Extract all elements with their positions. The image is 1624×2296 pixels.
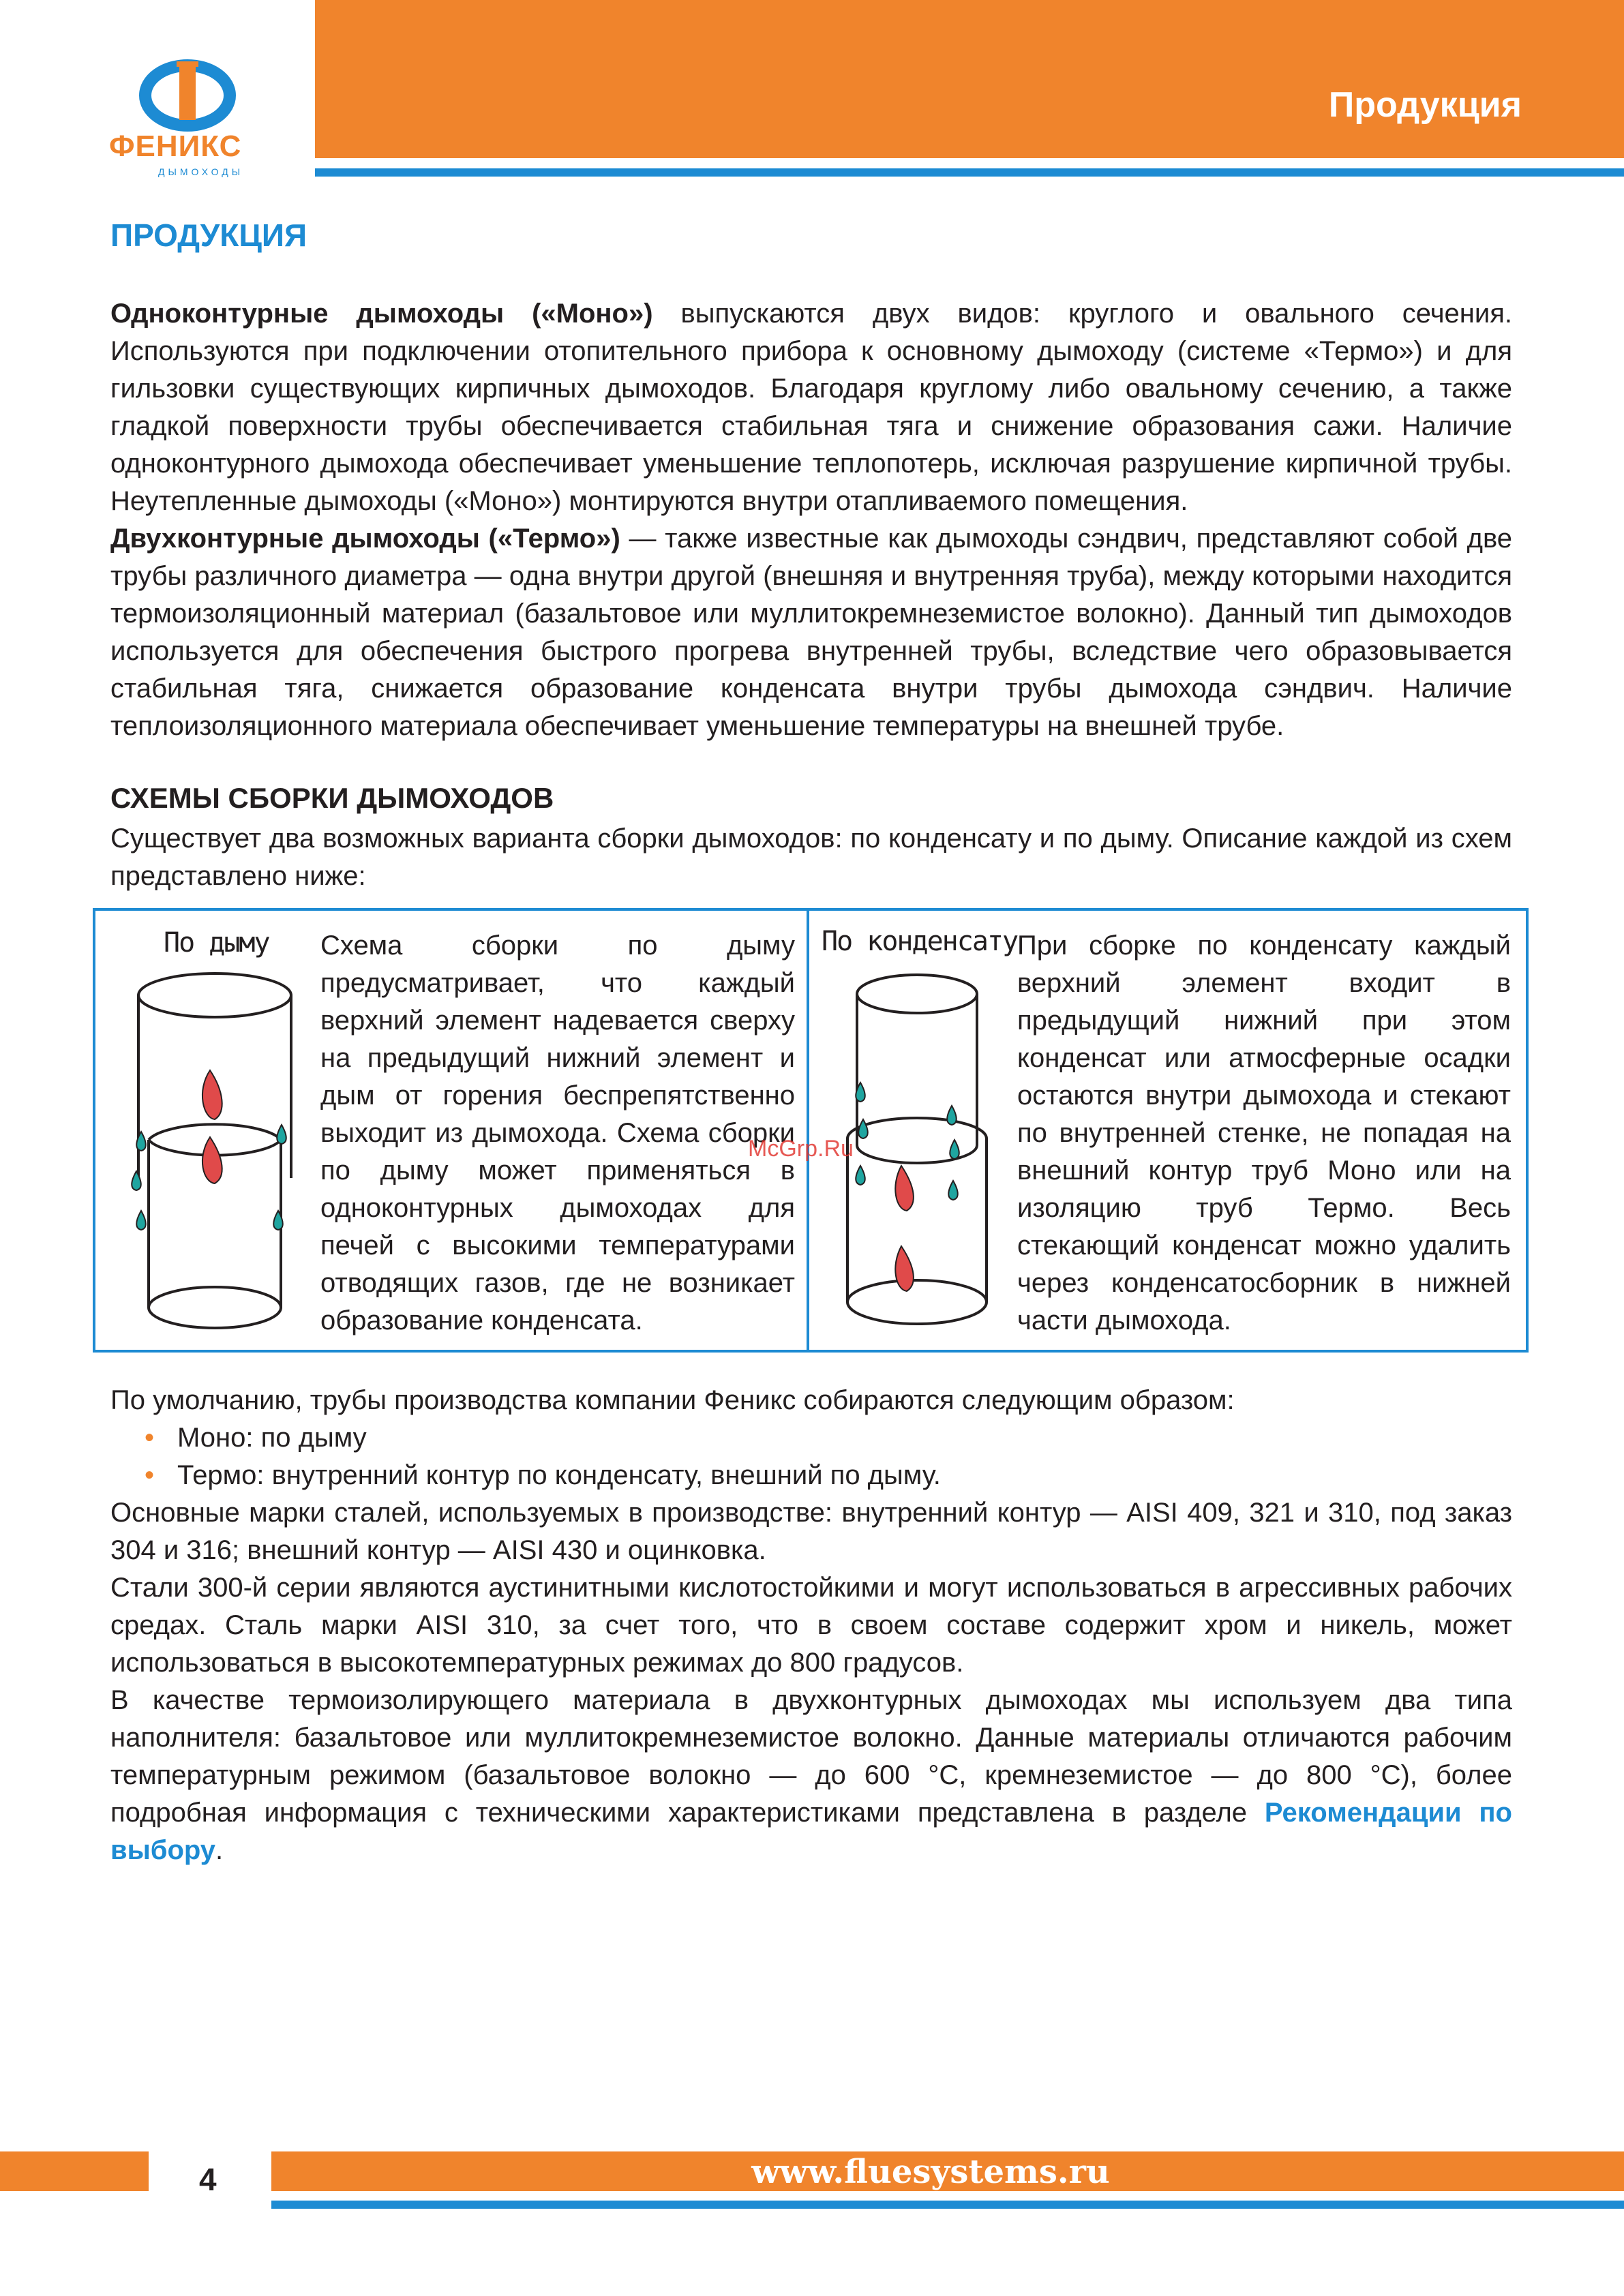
mono-heading: Одноконтурные дымоходы («Моно») [110, 299, 653, 329]
smoke-assembly-diagram [123, 961, 314, 1343]
steel-paragraph-3 [110, 1682, 1512, 1869]
termo-paragraph [110, 520, 1512, 745]
list-item [145, 1419, 941, 1457]
defaults-text: По умолчанию, трубы производства компании Феникс собираются следующим образом: [110, 1385, 1235, 1415]
smoke-scheme-label: По дыму [164, 927, 269, 958]
condensate-scheme-label: По конденсату [822, 926, 1018, 957]
condensate-scheme-text: При сборке по конденсату каждый верхний элемент входит в предыдущий нижний при этом конденсат или атмосферные осадки остаются внутри дымохода и стекают по внутренней стенке, не попадая на внешний контур труб Моно или на изоляцию труб Термо. Весь стекающий конденсат можно удалить через конденсатосборник в нижней части дымохода. [1017, 931, 1511, 1335]
steel-paragraph-2: Стали 300-й серии являются аустинитными кислотостойкими и могут использоваться в агрессивных рабочих средах. Сталь марки AISI 310, за счет того, что в своем составе содержит хром и никель, может использоваться в высокотемпературных режимах до 800 градусов. [110, 1573, 1512, 1678]
page-number: 4 [199, 2162, 217, 2197]
schemes-divider [807, 908, 809, 1353]
logo-name: ФЕНИКС [109, 130, 242, 163]
defaults-list [145, 1419, 941, 1494]
header-title: Продукция [1328, 85, 1522, 125]
footer-url-link[interactable]: www.fluesystems.ru [751, 2153, 1110, 2191]
header-band [315, 0, 1624, 158]
footer-divider [271, 2201, 1624, 2209]
steel-paragraph-1: Основные марки сталей, используемых в производстве: внутренний контур — AISI 409, 321 и 310, под заказ 304 и 316; внешний контур — AISI 430 и оцинковка. [110, 1498, 1512, 1565]
header-divider [315, 168, 1624, 177]
smoke-scheme-text: Схема сборки по дыму предусматривает, что каждый верхний элемент надевается сверху на предыдущий нижний элемент и дым от горения беспрепятственно выходит из дымохода. Схема сборки по дыму может применяться в одноконтурных дымоходах для печей с высокими температурами отводящих газов, где не возникает образование конденсата. [320, 931, 795, 1335]
footer-band-left [0, 2151, 149, 2191]
mono-paragraph [110, 295, 1512, 520]
termo-text: — также известные как дымоходы сэндвич, представляют собой две трубы различного диаметра — одна внутри другой (внешняя и внутренняя труба), между которыми находится термоизоляционный материал (базальтовое или муллитокремнеземистое волокно). Данный тип дымоходов используется для обеспечения быстрого прогрева внутренней трубы, вследствие чего образовывается стабильная тяга, снижается образование конденсата внутри трубы дымохода сэндвич. Наличие теплоизоляционного материала обеспечивает уменьшение температуры на внешней трубе. [110, 524, 1512, 741]
flame-icon [895, 1166, 914, 1291]
list-item [145, 1457, 941, 1494]
termo-heading: Двухконтурные дымоходы («Термо») [110, 524, 620, 554]
bullet-icon: • [145, 1423, 155, 1453]
steel-paragraph-3-text: В качестве термоизолирующего материала в двухконтурных дымоходах мы используем два типа наполнителя: базальтовое или муллитокремнеземистое волокно. Данные материалы отличаются рабочим температурным режимом (базальтовое волокно — до 600 °С, кремнеземистое — до 800 °С), более подробная информация с техническими характеристиками представлена в разделе [110, 1685, 1512, 1828]
mono-text: выпускаются двух видов: круглого и овального сечения. Используются при подключении отопительного прибора к основному дымоходу (системе «Термо») и для гильзовки существующих кирпичных дымоходов. Благодаря круглому либо овальному сечению, а также гладкой поверхности трубы обеспечивается стабильная тяга и снижение образования сажи. Наличие одноконтурного дымохода обеспечивает уменьшение теплопотерь, исключая разрушение кирпичной трубы. Неутепленные дымоходы («Моно») монтируются внутри отапливаемого помещения. [110, 299, 1512, 516]
recommendations-link[interactable]: Рекомендации по выбору [110, 1798, 1512, 1865]
steel-section [110, 1494, 1512, 1869]
logo-subtitle: ДЫМОХОДЫ [158, 166, 244, 177]
steel-paragraph-3-end: . [215, 1835, 224, 1865]
assembly-section-text: Существует два возможных варианта сборки дымоходов: по конденсату и по дыму. Описание каждой из схем представлено ниже: [110, 824, 1512, 891]
flame-icon [202, 1070, 222, 1183]
assembly-section-title: СХЕМЫ СБОРКИ ДЫМОХОДОВ [110, 782, 554, 814]
list-item-text: Моно: по дыму [177, 1423, 367, 1453]
watermark-text: McGrp.Ru [748, 1136, 854, 1162]
page-title: ПРОДУКЦИЯ [110, 217, 307, 253]
bullet-icon: • [145, 1460, 155, 1490]
list-item-text: Термо: внутренний контур по конденсату, внешний по дыму. [177, 1460, 941, 1490]
